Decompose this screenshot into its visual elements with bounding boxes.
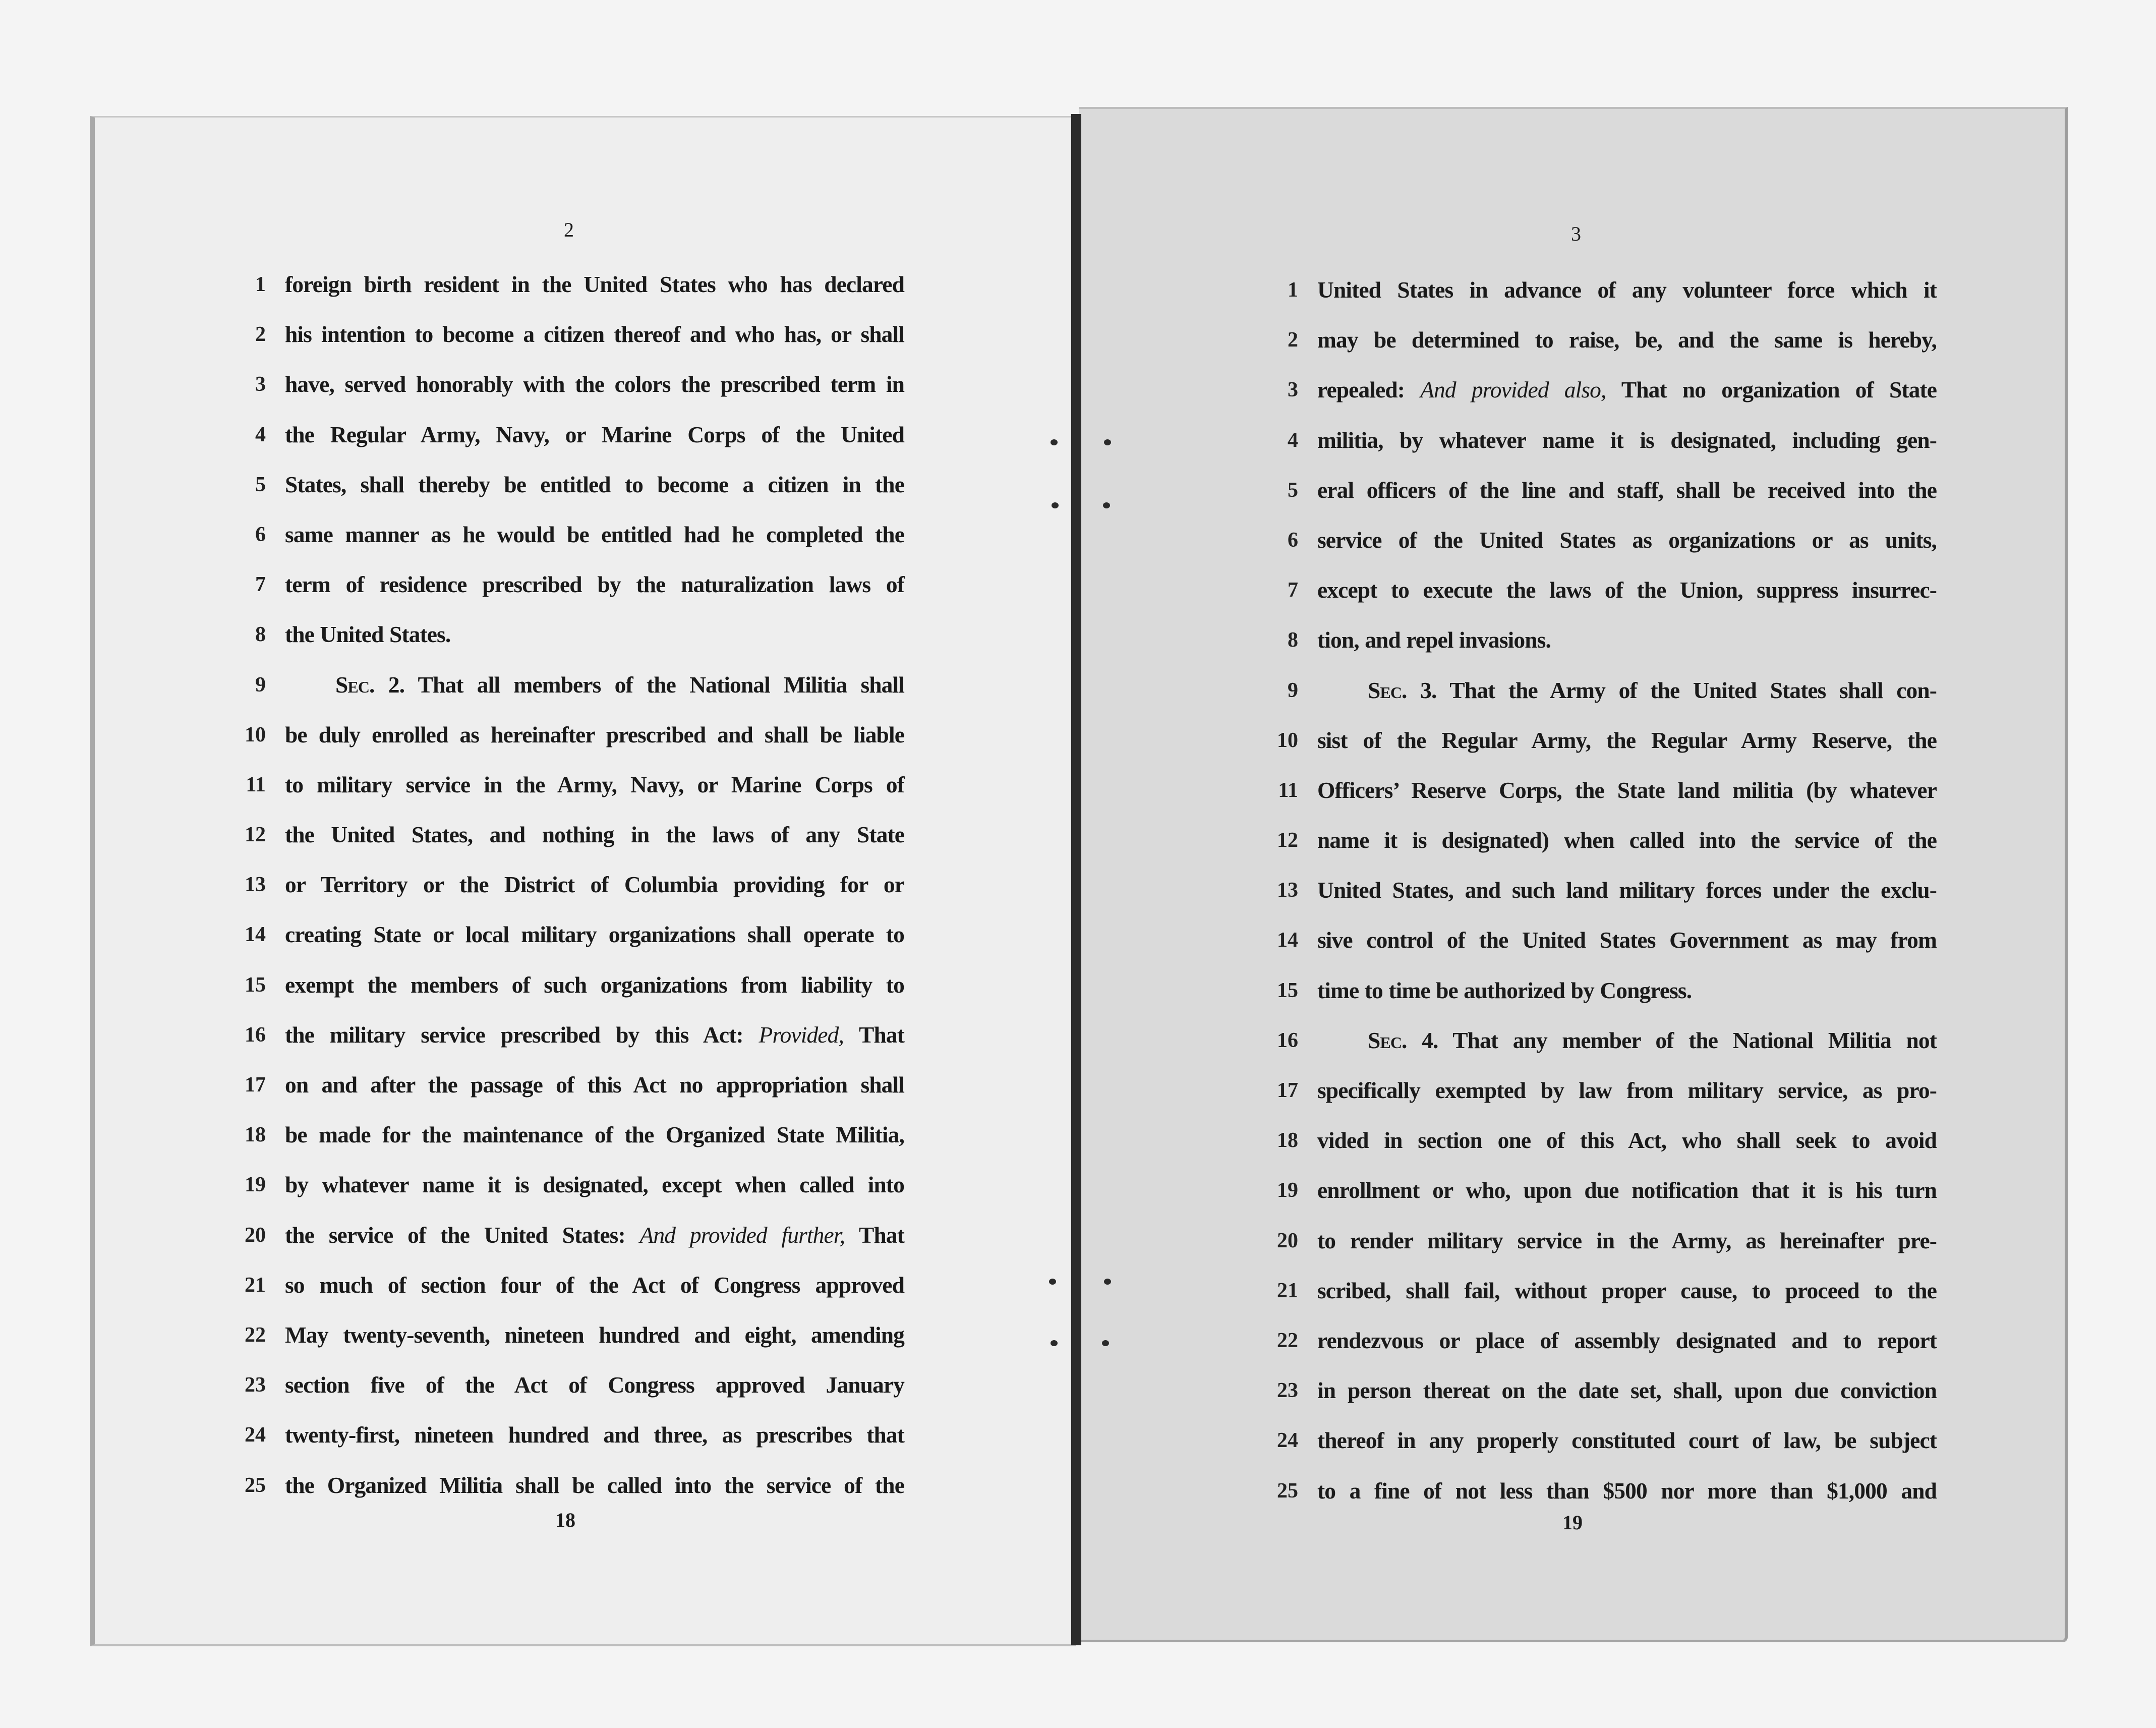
line-body: time to time be authorized by Congress. xyxy=(1317,977,1692,1003)
line-number: 23 xyxy=(245,1373,266,1397)
text-line xyxy=(245,1170,904,1220)
line-number: 7 xyxy=(255,573,266,597)
line-body: the military service prescribed by this Act: xyxy=(285,1021,743,1048)
section-label: Sec. 3. xyxy=(1368,677,1437,703)
italic-proviso: Provided, xyxy=(759,1021,844,1048)
line-body: sist of the Regular Army, the Regular Army Reserve, the xyxy=(1317,727,1937,753)
line-body: militia, by whatever name it is designated, including gen- xyxy=(1317,427,1937,453)
line-number: 10 xyxy=(245,723,266,746)
line-text xyxy=(285,569,904,600)
line-body: creating State or local military organizations shall operate to xyxy=(285,921,904,948)
line-body: repealed: xyxy=(1317,377,1405,403)
text-line xyxy=(245,1220,904,1270)
left-page-number: 2 xyxy=(564,218,574,241)
italic-proviso: And provided also, xyxy=(1420,377,1606,403)
line-text xyxy=(1317,325,1937,355)
line-text xyxy=(1317,1476,1937,1506)
line-text xyxy=(1317,725,1937,756)
line-number: 1 xyxy=(255,273,266,296)
text-line xyxy=(1277,1025,1937,1075)
line-text xyxy=(1317,525,1937,555)
line-number: 14 xyxy=(245,923,266,947)
line-number: 13 xyxy=(245,873,266,897)
line-text xyxy=(1317,1175,1937,1205)
text-line xyxy=(245,1020,904,1070)
line-body-tail: That xyxy=(859,1222,904,1248)
line-text xyxy=(285,970,904,1000)
line-number: 8 xyxy=(1288,628,1298,652)
line-text xyxy=(1317,1075,1937,1106)
text-line xyxy=(1277,975,1937,1025)
text-line xyxy=(1277,925,1937,975)
line-text xyxy=(285,1170,904,1200)
line-number: 15 xyxy=(245,973,266,997)
text-line xyxy=(245,919,904,969)
text-line xyxy=(245,970,904,1020)
line-number: 4 xyxy=(255,423,266,446)
line-number: 11 xyxy=(1278,778,1298,802)
line-body: That the Army of the United States shall con- xyxy=(1449,677,1937,703)
line-number: 6 xyxy=(255,523,266,546)
line-text xyxy=(285,1220,904,1250)
text-line xyxy=(255,269,904,319)
line-body: twenty-first, nineteen hundred and three, as prescribes that xyxy=(285,1422,904,1448)
line-body: vided in section one of this Act, who shall seek to avoid xyxy=(1317,1127,1937,1154)
line-text xyxy=(1317,1326,1937,1356)
line-number: 19 xyxy=(245,1173,266,1197)
line-number: 5 xyxy=(255,473,266,496)
text-line xyxy=(255,319,904,369)
line-body: United States, and such land military forces under the exclu- xyxy=(1317,877,1937,903)
line-body: service of the United States as organizations or as units, xyxy=(1317,527,1937,553)
text-line xyxy=(255,369,904,419)
text-line xyxy=(245,1070,904,1120)
text-line xyxy=(245,1420,904,1470)
line-number: 8 xyxy=(255,623,266,647)
staple-hole xyxy=(1103,502,1110,508)
text-line xyxy=(255,619,904,669)
line-number: 21 xyxy=(245,1273,266,1297)
line-number: 15 xyxy=(1277,978,1298,1002)
line-number: 13 xyxy=(1277,879,1298,902)
line-text xyxy=(285,369,904,399)
text-line xyxy=(1288,425,1937,475)
section-label: Sec. 4. xyxy=(1368,1027,1438,1053)
text-line xyxy=(1277,1375,1937,1425)
line-number: 6 xyxy=(1288,528,1298,552)
line-body: except to execute the laws of the Union, suppress insurrec- xyxy=(1317,577,1937,603)
line-number: 25 xyxy=(1277,1479,1298,1503)
line-text xyxy=(1317,675,1937,706)
line-number: 12 xyxy=(245,823,266,847)
line-body: foreign birth resident in the United States who has declared xyxy=(285,271,904,297)
right-page-text xyxy=(1277,275,1937,1526)
text-line xyxy=(245,1470,904,1520)
text-line xyxy=(255,520,904,569)
line-number: 12 xyxy=(1277,829,1298,852)
line-text xyxy=(1317,1375,1937,1406)
text-line xyxy=(1277,1125,1937,1175)
line-text xyxy=(1317,1276,1937,1306)
line-body: the United States. xyxy=(285,621,451,648)
text-line xyxy=(245,1320,904,1370)
line-number: 18 xyxy=(245,1123,266,1147)
line-text xyxy=(285,1070,904,1100)
line-text xyxy=(285,1470,904,1501)
left-footer-folio: 18 xyxy=(555,1509,575,1531)
line-text xyxy=(1317,475,1937,505)
line-number: 4 xyxy=(1288,428,1298,452)
text-line xyxy=(1288,275,1937,325)
line-text xyxy=(285,470,904,500)
line-body: be duly enrolled as hereinafter prescribed and shall be liable xyxy=(285,721,904,747)
binding-spine xyxy=(1071,114,1081,1645)
line-text xyxy=(1317,425,1937,455)
line-text xyxy=(285,319,904,350)
text-line xyxy=(1288,625,1937,675)
text-line xyxy=(246,770,904,820)
line-body: specifically exempted by law from military service, as pro- xyxy=(1317,1077,1937,1103)
text-line xyxy=(1278,775,1937,825)
text-line xyxy=(1277,1476,1937,1526)
line-text xyxy=(285,619,904,650)
line-number: 2 xyxy=(255,323,266,347)
line-text xyxy=(285,720,904,750)
line-text xyxy=(1317,625,1937,655)
line-text xyxy=(285,1370,904,1400)
line-body: in person thereat on the date set, shall, upon due conviction xyxy=(1317,1377,1937,1404)
line-number: 17 xyxy=(245,1073,266,1097)
line-body: section five of the Act of Congress approved January xyxy=(285,1372,904,1398)
line-body: tion, and repel invasions. xyxy=(1317,627,1551,653)
staple-hole xyxy=(1051,1340,1058,1346)
line-body: by whatever name it is designated, except when called into xyxy=(285,1172,904,1198)
line-number: 5 xyxy=(1288,478,1298,502)
line-text xyxy=(285,269,904,300)
text-line xyxy=(1288,675,1937,725)
line-number: 3 xyxy=(255,373,266,396)
text-line xyxy=(1288,525,1937,575)
line-text xyxy=(285,1020,904,1050)
staple-hole xyxy=(1104,439,1111,445)
text-line xyxy=(1288,375,1937,425)
text-line xyxy=(1277,875,1937,925)
line-text xyxy=(285,770,904,800)
line-body: to a fine of not less than $500 nor more than $1,000 and xyxy=(1317,1477,1937,1504)
text-line xyxy=(255,470,904,520)
text-line xyxy=(1288,325,1937,375)
line-text xyxy=(1317,775,1937,805)
text-line xyxy=(1277,725,1937,775)
staple-hole xyxy=(1052,502,1059,508)
line-text xyxy=(285,420,904,450)
line-body: scribed, shall fail, without proper cause, to proceed to the xyxy=(1317,1277,1937,1303)
text-line xyxy=(1277,1276,1937,1326)
line-body: enrollment or who, upon due notification that it is his turn xyxy=(1317,1177,1937,1203)
section-label: Sec. 2. xyxy=(335,671,405,698)
line-text xyxy=(1317,975,1937,1006)
line-body: Officers’ Reserve Corps, the State land militia (by whatever xyxy=(1317,777,1937,803)
line-body: States, shall thereby be entitled to become a citizen in the xyxy=(285,471,904,497)
line-number: 20 xyxy=(1277,1229,1298,1252)
line-number: 16 xyxy=(245,1023,266,1047)
text-line xyxy=(1277,1425,1937,1475)
text-line xyxy=(1277,1075,1937,1125)
left-page-text xyxy=(245,269,905,1520)
line-text xyxy=(1317,575,1937,605)
line-body: term of residence prescribed by the naturalization laws of xyxy=(285,571,904,598)
line-body: name it is designated) when called into the service of the xyxy=(1317,827,1937,853)
line-body: That all members of the National Militia shall xyxy=(418,671,905,698)
line-number: 11 xyxy=(246,773,266,796)
line-body: eral officers of the line and staff, shall be received into the xyxy=(1317,477,1937,503)
line-body: have, served honorably with the colors the prescribed term in xyxy=(285,371,904,397)
line-text xyxy=(285,870,904,900)
line-text xyxy=(1317,1226,1937,1256)
line-number: 21 xyxy=(1277,1279,1298,1302)
line-number: 20 xyxy=(245,1223,266,1247)
text-line xyxy=(1288,575,1937,625)
line-body-tail: That xyxy=(859,1021,904,1048)
line-text xyxy=(285,1320,904,1350)
line-text xyxy=(1317,925,1937,955)
line-text xyxy=(1317,1425,1937,1456)
text-line xyxy=(255,670,905,720)
text-line xyxy=(245,820,904,870)
line-body: be made for the maintenance of the Organized State Militia, xyxy=(285,1122,904,1148)
line-body: on and after the passage of this Act no appropriation shall xyxy=(285,1072,904,1098)
line-body-tail: That no organization of State xyxy=(1621,377,1937,403)
line-number: 25 xyxy=(245,1473,266,1497)
line-number: 24 xyxy=(1277,1429,1298,1453)
line-text xyxy=(1317,875,1937,905)
line-number: 22 xyxy=(1277,1329,1298,1352)
line-body: his intention to become a citizen thereof and who has, or shall xyxy=(285,321,904,348)
staple-hole xyxy=(1102,1340,1109,1346)
line-number: 9 xyxy=(255,673,266,697)
line-body: May twenty-seventh, nineteen hundred and eight, amending xyxy=(285,1321,904,1348)
line-number: 17 xyxy=(1277,1079,1298,1102)
text-line xyxy=(1288,475,1937,525)
line-number: 18 xyxy=(1277,1129,1298,1153)
line-number: 9 xyxy=(1288,678,1298,702)
line-number: 24 xyxy=(245,1423,266,1447)
line-text xyxy=(1317,825,1937,855)
text-line xyxy=(255,420,904,470)
line-body: or Territory or the District of Columbia providing for or xyxy=(285,872,904,898)
line-number: 3 xyxy=(1288,378,1298,402)
text-line xyxy=(1277,825,1937,875)
text-line xyxy=(255,569,904,619)
line-number: 7 xyxy=(1288,579,1298,602)
line-text xyxy=(285,1120,904,1150)
line-body: to render military service in the Army, as hereinafter pre- xyxy=(1317,1227,1937,1253)
line-body: thereof in any properly constituted court of law, be subject xyxy=(1317,1427,1937,1454)
text-line xyxy=(245,720,904,770)
staple-hole xyxy=(1104,1279,1111,1285)
line-body: the United States, and nothing in the laws of any State xyxy=(285,822,904,848)
line-number: 22 xyxy=(245,1323,266,1347)
line-body: United States in advance of any volunteer force which it xyxy=(1317,277,1937,303)
text-line xyxy=(245,1270,904,1320)
line-text xyxy=(1317,1025,1937,1056)
line-text xyxy=(1317,275,1937,305)
line-text xyxy=(285,820,904,850)
right-page-number: 3 xyxy=(1571,222,1581,245)
line-number: 2 xyxy=(1288,328,1298,352)
line-body: may be determined to raise, be, and the same is hereby, xyxy=(1317,327,1937,353)
text-line xyxy=(1277,1226,1937,1276)
line-number: 19 xyxy=(1277,1179,1298,1202)
italic-proviso: And provided further, xyxy=(639,1222,845,1248)
line-text xyxy=(1317,375,1937,405)
line-body: the Regular Army, Navy, or Marine Corps of the United xyxy=(285,421,904,447)
line-number: 16 xyxy=(1277,1028,1298,1052)
line-body: That any member of the National Militia not xyxy=(1452,1027,1937,1053)
line-body: same manner as he would be entitled had he completed the xyxy=(285,521,904,547)
line-body: sive control of the United States Government as may from xyxy=(1317,927,1937,953)
line-number: 23 xyxy=(1277,1379,1298,1403)
line-body: rendezvous or place of assembly designated and to report xyxy=(1317,1327,1937,1353)
text-line xyxy=(245,1120,904,1170)
right-footer-folio: 19 xyxy=(1562,1511,1583,1534)
line-number: 1 xyxy=(1288,278,1298,302)
line-text xyxy=(1317,1125,1937,1156)
staple-hole xyxy=(1051,439,1058,445)
text-line xyxy=(1277,1326,1937,1375)
line-text xyxy=(285,919,904,950)
line-text xyxy=(285,520,904,550)
text-line xyxy=(1277,1175,1937,1225)
line-body: the service of the United States: xyxy=(285,1222,625,1248)
line-text xyxy=(285,1270,904,1300)
line-number: 14 xyxy=(1277,929,1298,952)
line-body: to military service in the Army, Navy, or Marine Corps of xyxy=(285,771,904,797)
line-number: 10 xyxy=(1277,728,1298,752)
staple-hole xyxy=(1049,1279,1056,1285)
line-body: exempt the members of such organizations from liability to xyxy=(285,971,904,998)
text-line xyxy=(245,1370,904,1420)
line-text xyxy=(285,1420,904,1450)
text-line xyxy=(245,870,904,919)
line-text xyxy=(285,670,904,700)
line-body: so much of section four of the Act of Congress approved xyxy=(285,1272,904,1298)
line-body: the Organized Militia shall be called into the service of the xyxy=(285,1472,904,1498)
